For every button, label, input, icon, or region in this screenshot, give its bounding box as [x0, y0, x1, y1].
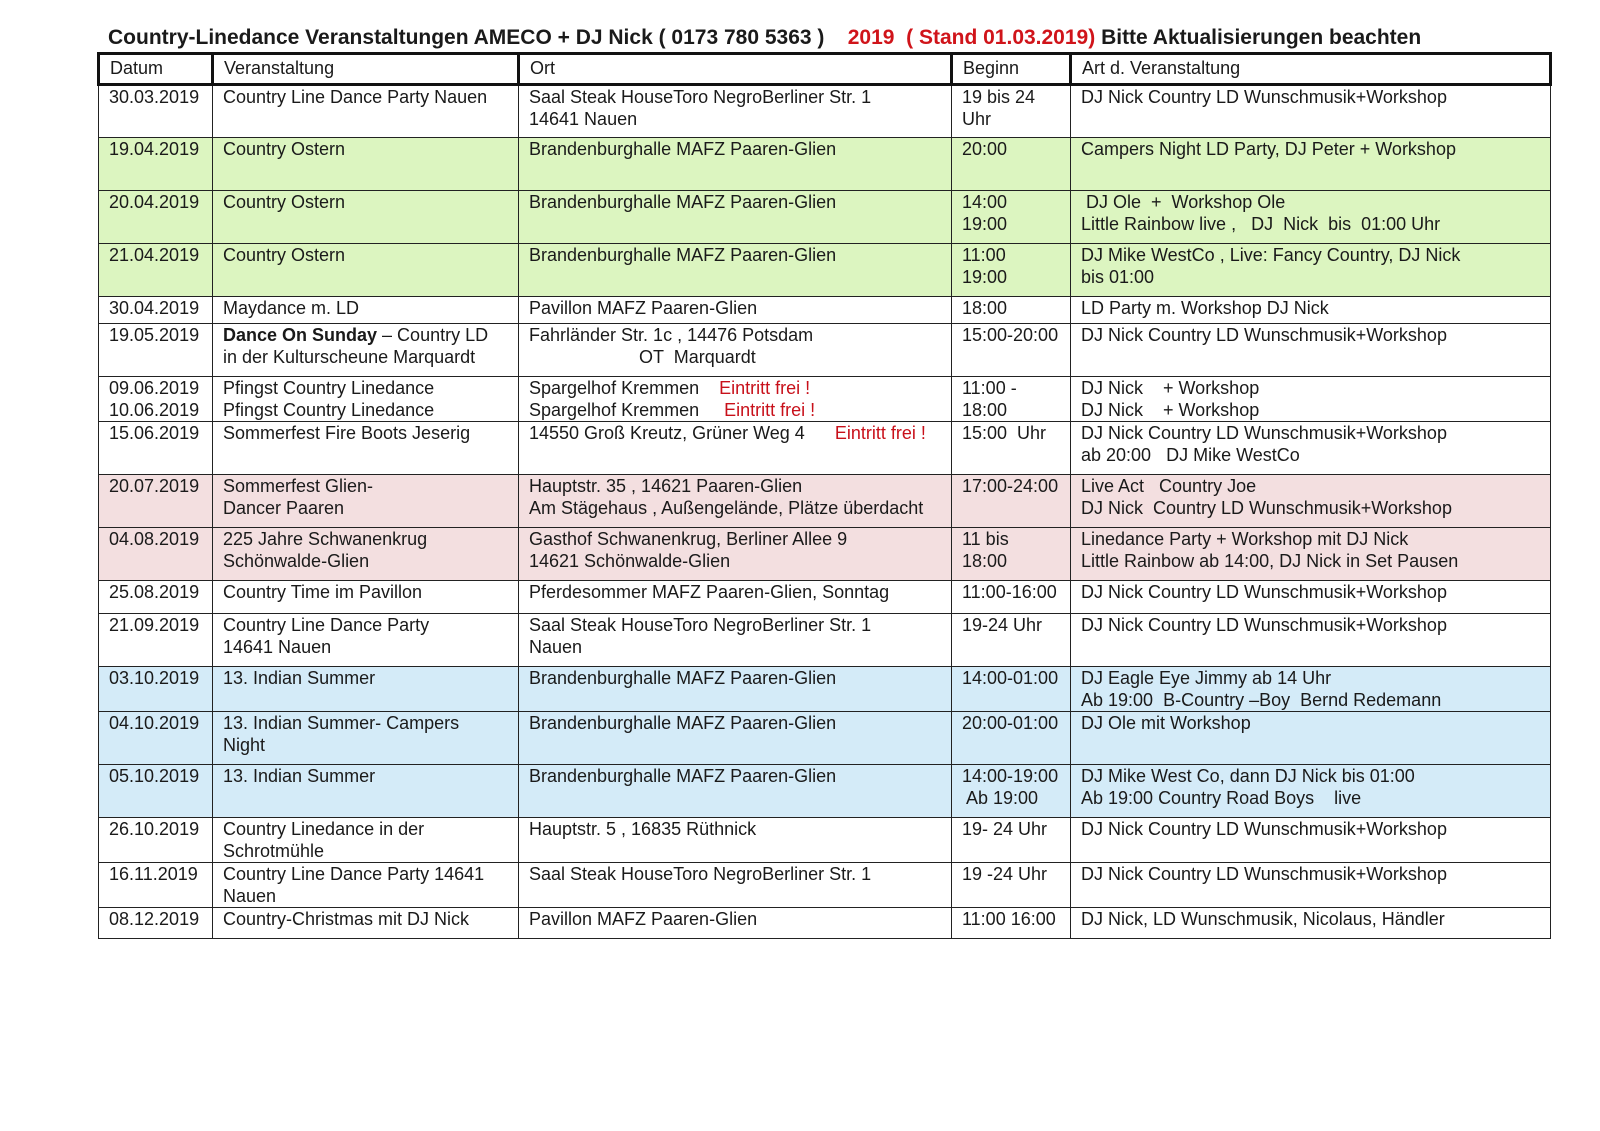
- cell-datum: 20.07.2019: [99, 475, 213, 528]
- cell-veranstaltung: Country Ostern: [213, 244, 519, 297]
- cell-ort: Gasthof Schwanenkrug, Berliner Allee 9 14621 Schönwalde-Glien: [519, 528, 952, 581]
- cell-veranstaltung: Pfingst Country Linedance Pfingst Country Linedance: [213, 377, 519, 422]
- cell-ort: Pferdesommer MAFZ Paaren-Glien, Sonntag: [519, 581, 952, 614]
- cell-ort: Saal Steak HouseToro NegroBerliner Str. 1 14641 Nauen: [519, 85, 952, 138]
- title-main: Country-Linedance Veranstaltungen AMECO + DJ Nick ( 0173 780 5363 ): [108, 26, 825, 49]
- cell-beginn: 17:00-24:00: [952, 475, 1071, 528]
- free-entry-note: Eintritt frei !: [834, 423, 926, 443]
- cell-beginn: 14:00-01:00: [952, 667, 1071, 712]
- cell-ort: Pavillon MAFZ Paaren-Glien: [519, 297, 952, 324]
- cell-beginn: 11:00-16:00: [952, 581, 1071, 614]
- title-note: Bitte Aktualisierungen beachten: [1101, 26, 1422, 49]
- cell-datum: 15.06.2019: [99, 422, 213, 475]
- column-header-art: Art d. Veranstaltung: [1071, 54, 1551, 85]
- cell-art: Linedance Party + Workshop mit DJ Nick Little Rainbow ab 14:00, DJ Nick in Set Pausen: [1071, 528, 1551, 581]
- cell-art: Live Act Country Joe DJ Nick Country LD Wunschmusik+Workshop: [1071, 475, 1551, 528]
- ort-location: 14550 Groß Kreutz, Grüner Weg 4: [529, 423, 835, 443]
- table-row: [99, 85, 1551, 138]
- cell-datum: 04.08.2019: [99, 528, 213, 581]
- cell-datum: 30.04.2019: [99, 297, 213, 324]
- cell-veranstaltung: 13. Indian Summer- Campers Night: [213, 712, 519, 765]
- cell-art: DJ Nick Country LD Wunschmusik+Workshop: [1071, 863, 1551, 908]
- cell-veranstaltung: Country Time im Pavillon: [213, 581, 519, 614]
- cell-veranstaltung: Country-Christmas mit DJ Nick: [213, 908, 519, 939]
- cell-veranstaltung: Country Ostern: [213, 138, 519, 191]
- cell-ort: Saal Steak HouseToro NegroBerliner Str. 1: [519, 863, 952, 908]
- cell-datum: 16.11.2019: [99, 863, 213, 908]
- cell-art: DJ Eagle Eye Jimmy ab 14 Uhr Ab 19:00 B-Country –Boy Bernd Redemann: [1071, 667, 1551, 712]
- cell-veranstaltung: Country Ostern: [213, 191, 519, 244]
- cell-ort: Brandenburghalle MAFZ Paaren-Glien: [519, 244, 952, 297]
- cell-art: Campers Night LD Party, DJ Peter + Workshop: [1071, 138, 1551, 191]
- cell-ort: Brandenburghalle MAFZ Paaren-Glien: [519, 712, 952, 765]
- cell-art: DJ Nick Country LD Wunschmusik+Workshop: [1071, 324, 1551, 377]
- table-row: [99, 138, 1551, 191]
- ort-location: Spargelhof Kremmen: [529, 400, 725, 420]
- cell-veranstaltung: Country Linedance in der Schrotmühle: [213, 818, 519, 863]
- cell-art: DJ Ole + Workshop Ole Little Rainbow live , DJ Nick bis 01:00 Uhr: [1071, 191, 1551, 244]
- cell-datum: 08.12.2019: [99, 908, 213, 939]
- cell-beginn: 11:00 19:00: [952, 244, 1071, 297]
- event-name-line2: in der Kulturscheune Marquardt: [223, 347, 476, 367]
- cell-veranstaltung: Sommerfest Glien- Dancer Paaren: [213, 475, 519, 528]
- ort-location: Spargelhof Kremmen: [529, 378, 720, 398]
- cell-art: DJ Nick Country LD Wunschmusik+Workshop: [1071, 581, 1551, 614]
- free-entry-note: Eintritt frei !: [724, 400, 816, 420]
- cell-datum: 09.06.2019 10.06.2019: [99, 377, 213, 422]
- event-name-rest: – Country LD: [377, 325, 489, 345]
- table-row: [99, 191, 1551, 244]
- cell-beginn: 19- 24 Uhr: [952, 818, 1071, 863]
- title-stand: ( Stand 01.03.2019): [906, 26, 1096, 49]
- cell-veranstaltung: 225 Jahre Schwanenkrug Schönwalde-Glien: [213, 528, 519, 581]
- table-row: [99, 528, 1551, 581]
- cell-veranstaltung: 13. Indian Summer: [213, 765, 519, 818]
- page-title: [108, 26, 1421, 50]
- cell-ort: [519, 422, 952, 475]
- title-year: 2019: [847, 26, 895, 49]
- table-header-row: [99, 54, 1551, 85]
- cell-ort: Brandenburghalle MAFZ Paaren-Glien: [519, 765, 952, 818]
- cell-art: DJ Mike West Co, dann DJ Nick bis 01:00 Ab 19:00 Country Road Boys live: [1071, 765, 1551, 818]
- cell-ort: Brandenburghalle MAFZ Paaren-Glien: [519, 191, 952, 244]
- cell-veranstaltung: Country Line Dance Party Nauen: [213, 85, 519, 138]
- event-name-bold: Dance On Sunday: [223, 325, 378, 345]
- ort-line-2: [529, 399, 951, 421]
- cell-datum: 21.04.2019: [99, 244, 213, 297]
- free-entry-note: Eintritt frei !: [719, 378, 811, 398]
- cell-datum: 20.04.2019: [99, 191, 213, 244]
- cell-ort: Saal Steak HouseToro NegroBerliner Str. 1 Nauen: [519, 614, 952, 667]
- cell-veranstaltung: 13. Indian Summer: [213, 667, 519, 712]
- cell-beginn: 19 bis 24 Uhr: [952, 85, 1071, 138]
- cell-beginn: 20:00: [952, 138, 1071, 191]
- cell-veranstaltung: Country Line Dance Party 14641 Nauen: [213, 614, 519, 667]
- cell-datum: 19.04.2019: [99, 138, 213, 191]
- cell-beginn: 19 -24 Uhr: [952, 863, 1071, 908]
- table-row: [99, 712, 1551, 765]
- table-row: [99, 377, 1551, 422]
- table-row: [99, 614, 1551, 667]
- cell-ort: Pavillon MAFZ Paaren-Glien: [519, 908, 952, 939]
- ort-line-1: [529, 377, 951, 399]
- cell-art: DJ Nick Country LD Wunschmusik+Workshop: [1071, 85, 1551, 138]
- cell-art: DJ Ole mit Workshop: [1071, 712, 1551, 765]
- table-row: [99, 244, 1551, 297]
- table-row: [99, 581, 1551, 614]
- cell-beginn: 18:00: [952, 297, 1071, 324]
- cell-datum: 21.09.2019: [99, 614, 213, 667]
- cell-datum: 03.10.2019: [99, 667, 213, 712]
- cell-beginn: 14:00-19:00 Ab 19:00: [952, 765, 1071, 818]
- cell-datum: 04.10.2019: [99, 712, 213, 765]
- cell-beginn: 15:00 Uhr: [952, 422, 1071, 475]
- column-header-datum: Datum: [99, 54, 213, 85]
- cell-art: DJ Nick Country LD Wunschmusik+Workshop: [1071, 614, 1551, 667]
- column-header-beginn: Beginn: [952, 54, 1071, 85]
- cell-datum: 26.10.2019: [99, 818, 213, 863]
- cell-veranstaltung: Maydance m. LD: [213, 297, 519, 324]
- cell-beginn: 15:00-20:00: [952, 324, 1071, 377]
- events-table: [97, 52, 1552, 939]
- column-header-ort: Ort: [519, 54, 952, 85]
- cell-art: LD Party m. Workshop DJ Nick: [1071, 297, 1551, 324]
- table-row: [99, 908, 1551, 939]
- table-row: [99, 475, 1551, 528]
- cell-datum: 19.05.2019: [99, 324, 213, 377]
- cell-ort: Hauptstr. 35 , 14621 Paaren-Glien Am Stägehaus , Außengelände, Plätze überdacht: [519, 475, 952, 528]
- cell-beginn: 19-24 Uhr: [952, 614, 1071, 667]
- table-row: [99, 818, 1551, 863]
- column-header-veranstaltung: Veranstaltung: [213, 54, 519, 85]
- cell-datum: 25.08.2019: [99, 581, 213, 614]
- cell-beginn: 11 bis 18:00: [952, 528, 1071, 581]
- table-row: [99, 324, 1551, 377]
- table-row: [99, 422, 1551, 475]
- cell-veranstaltung: Country Line Dance Party 14641 Nauen: [213, 863, 519, 908]
- cell-ort: Brandenburghalle MAFZ Paaren-Glien: [519, 138, 952, 191]
- cell-datum: 05.10.2019: [99, 765, 213, 818]
- cell-art: DJ Nick + Workshop DJ Nick + Workshop: [1071, 377, 1551, 422]
- cell-veranstaltung: Sommerfest Fire Boots Jeserig: [213, 422, 519, 475]
- cell-datum: 30.03.2019: [99, 85, 213, 138]
- cell-ort: [519, 377, 952, 422]
- cell-art: DJ Nick, LD Wunschmusik, Nicolaus, Händler: [1071, 908, 1551, 939]
- cell-ort: Hauptstr. 5 , 16835 Rüthnick: [519, 818, 952, 863]
- table-row: [99, 863, 1551, 908]
- cell-ort: Brandenburghalle MAFZ Paaren-Glien: [519, 667, 952, 712]
- cell-veranstaltung: [213, 324, 519, 377]
- table-row: [99, 667, 1551, 712]
- cell-art: DJ Mike WestCo , Live: Fancy Country, DJ Nick bis 01:00: [1071, 244, 1551, 297]
- cell-ort: Fahrländer Str. 1c , 14476 Potsdam OT Marquardt: [519, 324, 952, 377]
- cell-beginn: 14:00 19:00: [952, 191, 1071, 244]
- cell-beginn: 11:00 16:00: [952, 908, 1071, 939]
- cell-art: DJ Nick Country LD Wunschmusik+Workshop ab 20:00 DJ Mike WestCo: [1071, 422, 1551, 475]
- cell-beginn: 20:00-01:00: [952, 712, 1071, 765]
- table-row: [99, 297, 1551, 324]
- cell-beginn: 11:00 - 18:00: [952, 377, 1071, 422]
- table-row: [99, 765, 1551, 818]
- cell-art: DJ Nick Country LD Wunschmusik+Workshop: [1071, 818, 1551, 863]
